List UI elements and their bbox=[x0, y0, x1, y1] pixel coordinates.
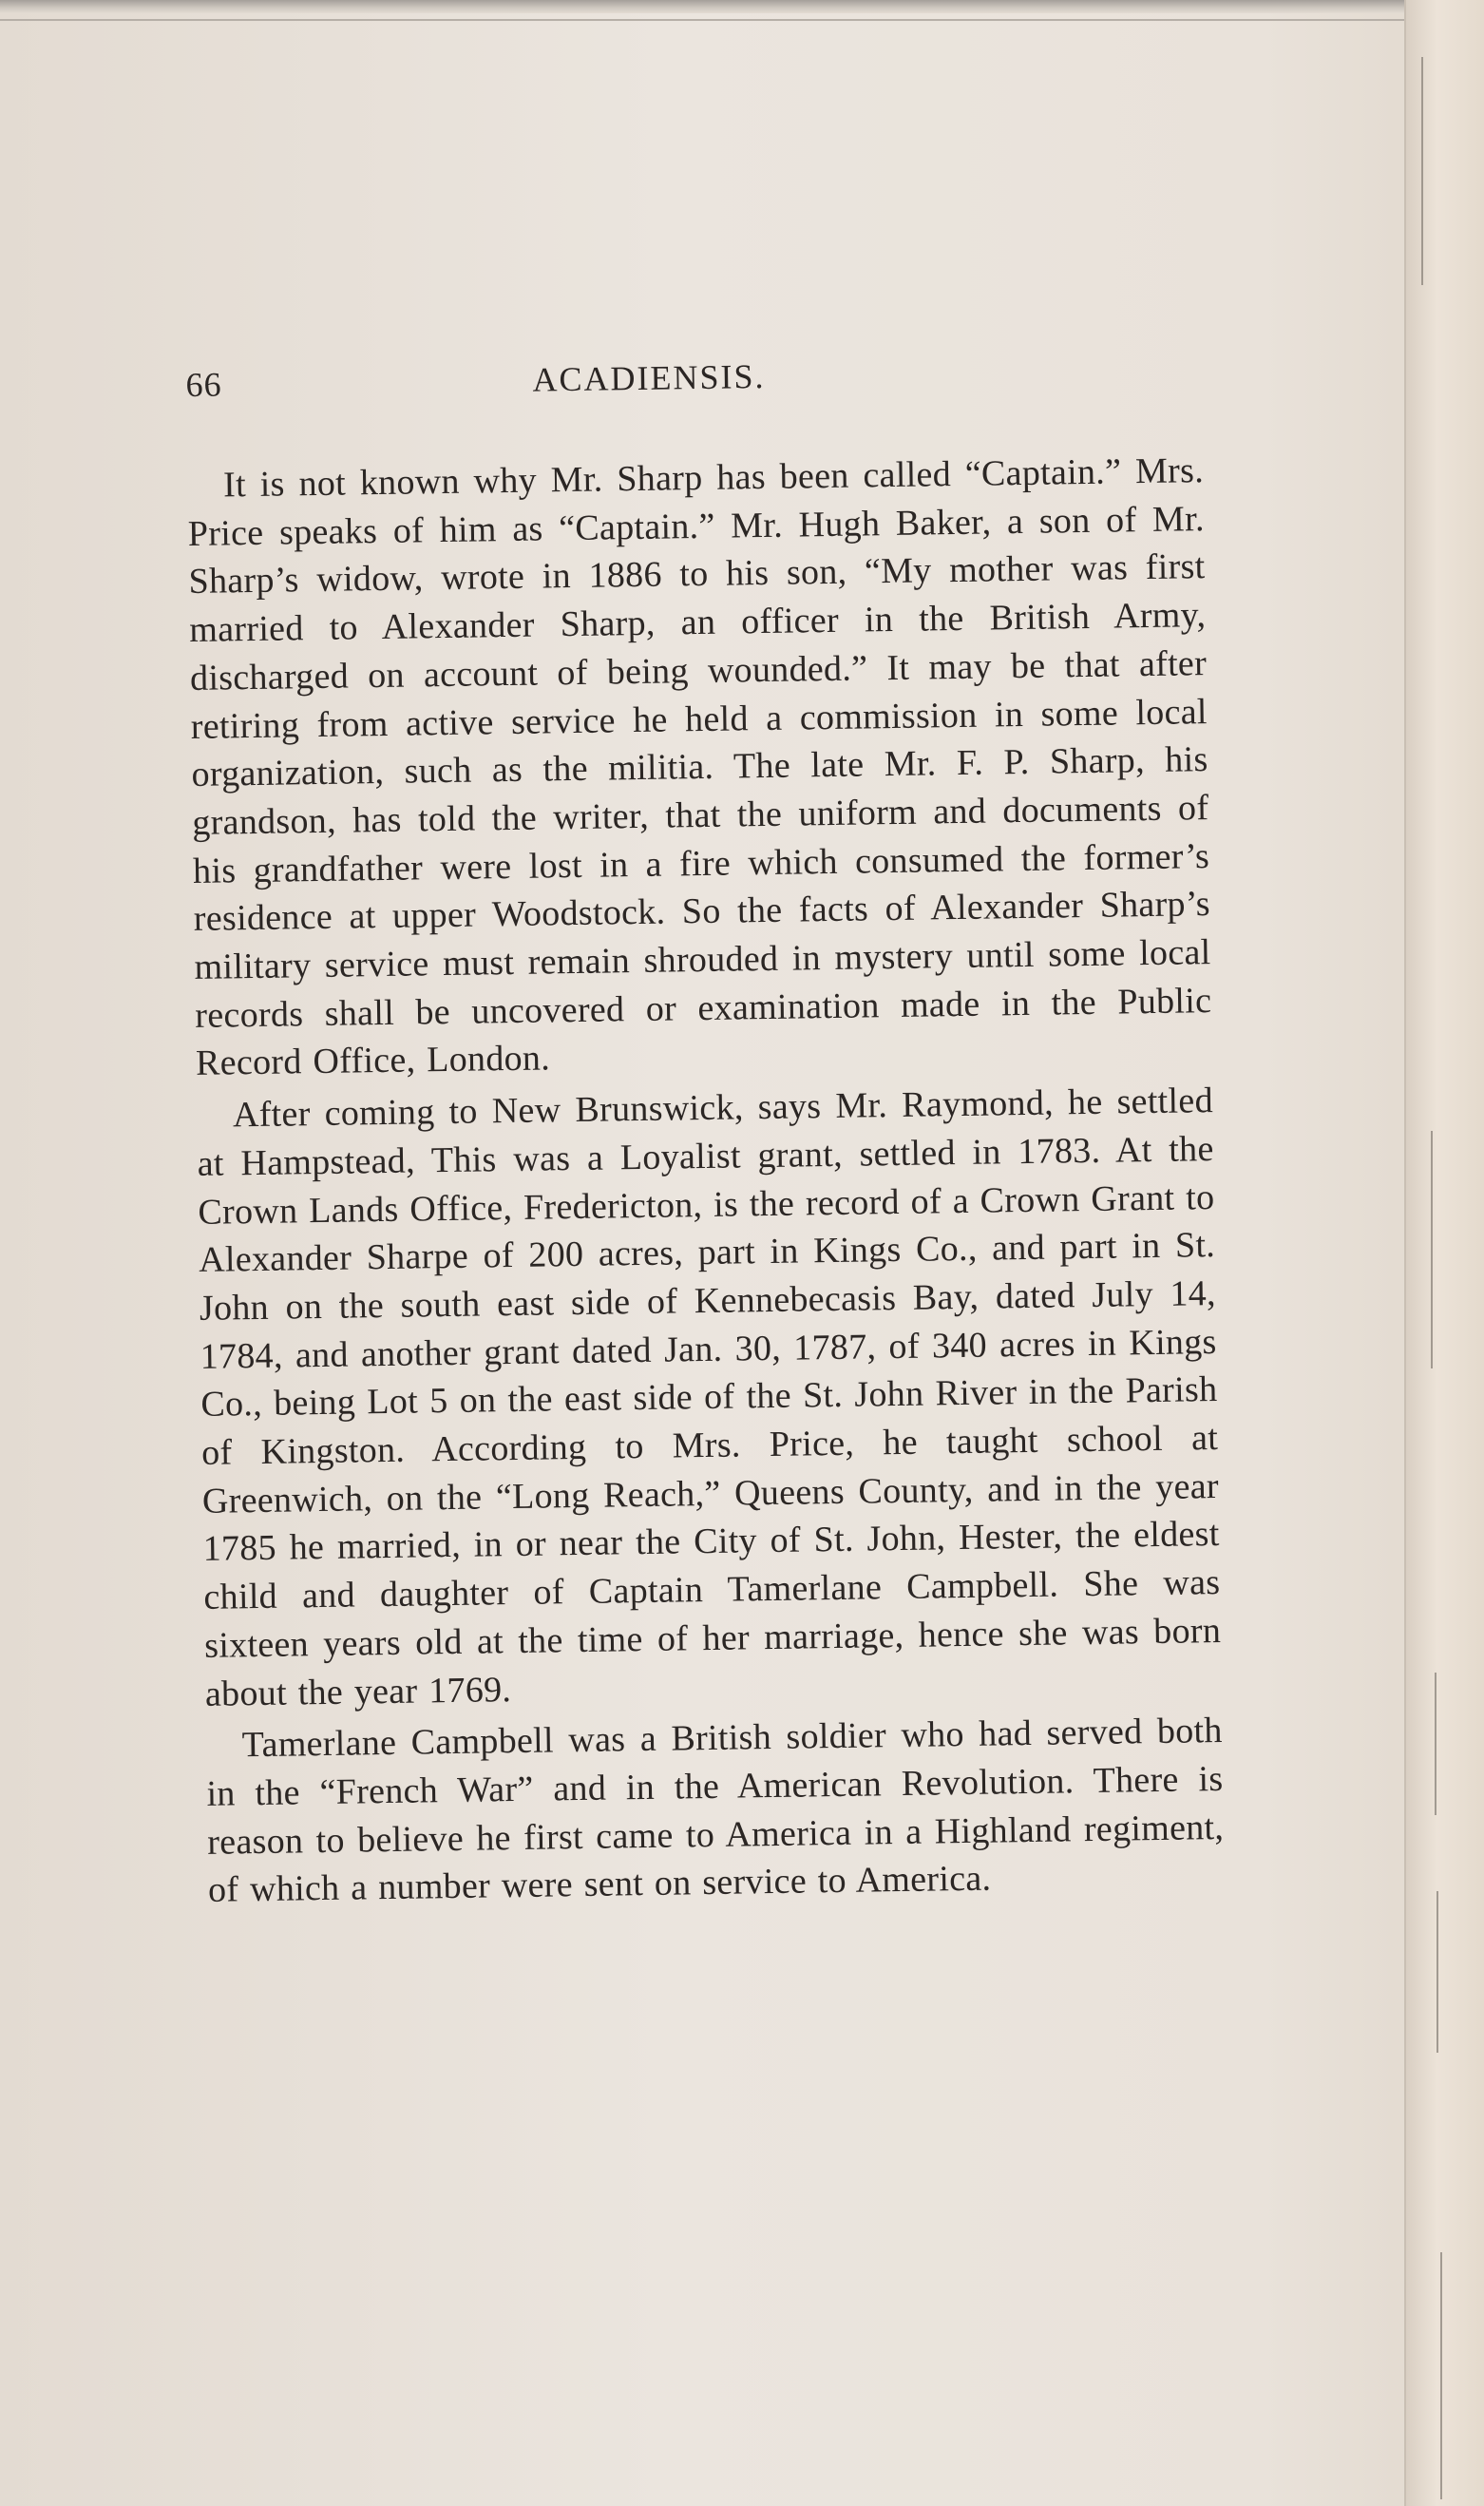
running-head: ACADIENSIS. bbox=[532, 356, 766, 399]
edge-crease bbox=[1421, 57, 1423, 285]
paragraph: Tamerlane Campbell was a British soldier who had served both in the “French War” and in the American Revolution. There is reason to believe he first came to America in a Highland regiment, of which a number were sent on service to America. bbox=[206, 1711, 1225, 1911]
paragraph: It is not known why Mr. Sharp has been called “Captain.” Mrs. Price speaks of him as “Captain.” Mr. Hugh Baker, a son of Mr. Sharp’s widow, wrote in 1886 to his son, “My mother was first married to Alexander Sharp, an officer in the British Army, discharged on account of being wounded.” It may be that after retiring from active service he held a commission in some local organization, such as the militia. The late Mr. F. P. Sharp, his grandson, has told the writer, that the uniform and documents of his grandfather were lost in a fire which consumed the former’s residence at upper Woodstock. So the facts of Alexander Sharp’s military service must remain shrouded in mystery until some local records shall be uncovered or examination made in the Public Record Office, London. bbox=[187, 450, 1212, 1084]
paragraph: After coming to New Brunswick, says Mr. Raymond, he settled at Hampstead, This was a Loyalist grant, settled in 1783. At the Crown Lands Office, Fredericton, is the record of a Crown Grant to Alexander Sharpe of 200 acres, part in Kings Co., and part in St. John on the south east side of Kennebecasis Bay, dated July 14, 1784, and another grant dated Jan. 30, 1787, of 340 acres in Kings Co., being Lot 5 on the east side of the St. John River in the Parish of Kingston. According to Mrs. Price, he taught school at Greenwich, on the “Long Reach,” Queens County, and in the year 1785 he married, in or near the City of St. John, Hester, the eldest child and daughter of Captain Tamerlane Campbell. She was sixteen years old at the time of her marriage, hence she was born about the year 1769. bbox=[197, 1081, 1222, 1714]
edge-crease bbox=[1440, 2252, 1442, 2499]
scan-top-shadow bbox=[0, 0, 1416, 13]
scan-top-rule bbox=[0, 19, 1416, 21]
edge-crease bbox=[1436, 1891, 1438, 2053]
body-text bbox=[187, 447, 1226, 1915]
edge-crease bbox=[1435, 1673, 1436, 1815]
page-edge bbox=[1404, 0, 1484, 2506]
edge-crease bbox=[1431, 1131, 1433, 1368]
page-number: 66 bbox=[185, 365, 222, 404]
book-page bbox=[185, 336, 1230, 2271]
page-header bbox=[185, 336, 1203, 428]
